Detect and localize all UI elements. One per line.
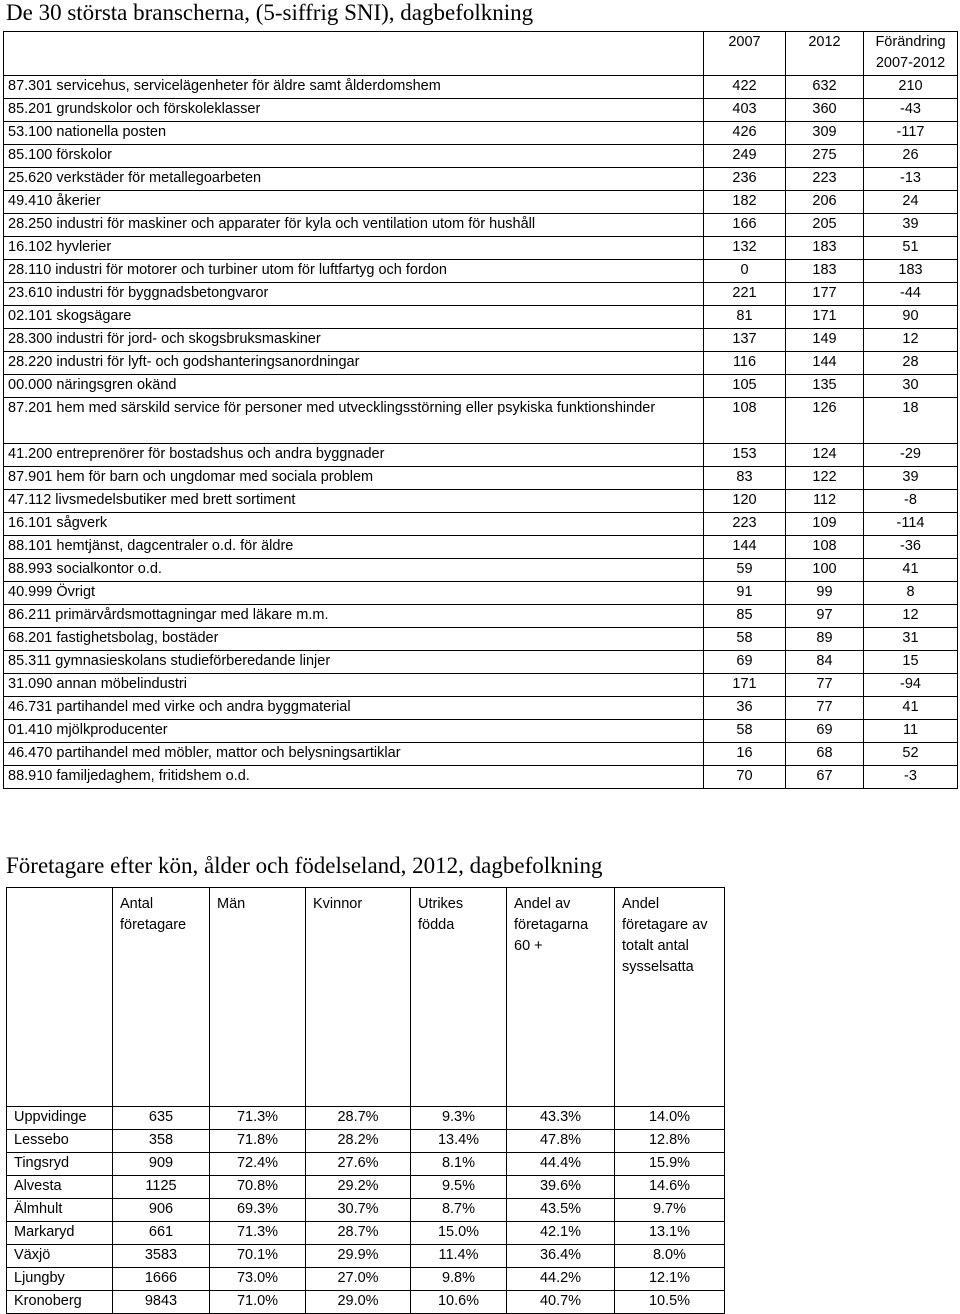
value-cell: 41 [864, 559, 958, 582]
value-cell: 28.7% [306, 1222, 411, 1245]
table-header-row [7, 888, 725, 1107]
value-cell: 28 [864, 352, 958, 375]
value-cell: 426 [704, 122, 786, 145]
value-cell: 24 [864, 191, 958, 214]
value-cell: 97 [786, 605, 864, 628]
value-cell: 12.1% [615, 1268, 725, 1291]
industry-cell: 28.110 industri för motorer och turbiner utom för luftfartyg och fordon [4, 260, 704, 283]
value-cell: 105 [704, 375, 786, 398]
value-cell: 144 [786, 352, 864, 375]
table-row [4, 145, 958, 168]
value-cell: 36 [704, 697, 786, 720]
value-cell: 309 [786, 122, 864, 145]
value-cell: 36.4% [507, 1245, 615, 1268]
value-cell: 8.0% [615, 1245, 725, 1268]
table-row [7, 1291, 725, 1314]
value-cell: 205 [786, 214, 864, 237]
value-cell: 275 [786, 145, 864, 168]
municipality-cell: Växjö [7, 1245, 113, 1268]
table-row [4, 628, 958, 651]
value-cell: 84 [786, 651, 864, 674]
value-cell: 210 [864, 76, 958, 99]
value-cell: 89 [786, 628, 864, 651]
table-row [4, 605, 958, 628]
value-cell: 9843 [113, 1291, 210, 1314]
industry-cell: 00.000 näringsgren okänd [4, 375, 704, 398]
industry-cell: 88.993 socialkontor o.d. [4, 559, 704, 582]
value-cell: 8 [864, 582, 958, 605]
value-cell: 3583 [113, 1245, 210, 1268]
value-cell: 403 [704, 99, 786, 122]
value-cell: 122 [786, 467, 864, 490]
industry-cell: 49.410 åkerier [4, 191, 704, 214]
value-cell: 58 [704, 628, 786, 651]
table-row [4, 444, 958, 467]
value-cell: 29.2% [306, 1176, 411, 1199]
value-cell: 906 [113, 1199, 210, 1222]
value-cell: 909 [113, 1153, 210, 1176]
value-cell: 77 [786, 674, 864, 697]
value-cell: 108 [704, 398, 786, 444]
value-cell: 223 [704, 513, 786, 536]
column-header: Antal företagare [113, 888, 210, 1107]
table-row [4, 191, 958, 214]
value-cell: 358 [113, 1130, 210, 1153]
table-row [4, 720, 958, 743]
value-cell: -36 [864, 536, 958, 559]
value-cell: 166 [704, 214, 786, 237]
column-header: 2012 [786, 32, 864, 76]
table-row [4, 398, 958, 444]
value-cell: 249 [704, 145, 786, 168]
table-row [4, 674, 958, 697]
municipality-cell: Lessebo [7, 1130, 113, 1153]
value-cell: 41 [864, 697, 958, 720]
table-row [7, 1245, 725, 1268]
industry-cell: 25.620 verkstäder för metallegoarbeten [4, 168, 704, 191]
table-row [4, 122, 958, 145]
value-cell: 30 [864, 375, 958, 398]
value-cell: 183 [786, 260, 864, 283]
column-header: Män [210, 888, 306, 1107]
value-cell: 58 [704, 720, 786, 743]
value-cell: 15 [864, 651, 958, 674]
industry-cell: 68.201 fastighetsbolag, bostäder [4, 628, 704, 651]
value-cell: 18 [864, 398, 958, 444]
industry-cell: 16.101 sågverk [4, 513, 704, 536]
value-cell: 40.7% [507, 1291, 615, 1314]
table-row [4, 766, 958, 789]
value-cell: 135 [786, 375, 864, 398]
column-header: Utrikes födda [411, 888, 507, 1107]
industry-cell: 87.901 hem för barn och ungdomar med sociala problem [4, 467, 704, 490]
value-cell: 8.1% [411, 1153, 507, 1176]
value-cell: 9.3% [411, 1107, 507, 1130]
table-row [7, 1130, 725, 1153]
municipality-cell: Älmhult [7, 1199, 113, 1222]
municipality-cell: Kronoberg [7, 1291, 113, 1314]
value-cell: 171 [786, 306, 864, 329]
municipality-cell: Uppvidinge [7, 1107, 113, 1130]
value-cell: 69 [786, 720, 864, 743]
column-header: Andel företagare av totalt antal sysselsatta [615, 888, 725, 1107]
value-cell: 70 [704, 766, 786, 789]
value-cell: 42.1% [507, 1222, 615, 1245]
value-cell: 144 [704, 536, 786, 559]
column-header: Andel av företagarna 60 + [507, 888, 615, 1107]
value-cell: 153 [704, 444, 786, 467]
industry-cell: 40.999 Övrigt [4, 582, 704, 605]
value-cell: -3 [864, 766, 958, 789]
table-row [4, 375, 958, 398]
table-row [7, 1199, 725, 1222]
value-cell: 112 [786, 490, 864, 513]
table-row [4, 559, 958, 582]
table-row [4, 582, 958, 605]
foretagare-table [6, 887, 725, 1314]
value-cell: 137 [704, 329, 786, 352]
value-cell: 81 [704, 306, 786, 329]
value-cell: 177 [786, 283, 864, 306]
value-cell: 39 [864, 467, 958, 490]
table-row [4, 651, 958, 674]
value-cell: 124 [786, 444, 864, 467]
value-cell: 68 [786, 743, 864, 766]
industry-cell: 87.301 servicehus, servicelägenheter för äldre samt ålderdomshem [4, 76, 704, 99]
table-row [4, 99, 958, 122]
value-cell: -8 [864, 490, 958, 513]
value-cell: 12 [864, 605, 958, 628]
value-cell: 72.4% [210, 1153, 306, 1176]
value-cell: 39 [864, 214, 958, 237]
industry-cell: 46.470 partihandel med möbler, mattor och belysningsartiklar [4, 743, 704, 766]
column-header [4, 32, 704, 76]
value-cell: 29.0% [306, 1291, 411, 1314]
value-cell: 69 [704, 651, 786, 674]
value-cell: 70.8% [210, 1176, 306, 1199]
table-header-row [4, 32, 958, 76]
value-cell: 73.0% [210, 1268, 306, 1291]
table-row [7, 1176, 725, 1199]
industry-cell: 87.201 hem med särskild service för personer med utvecklingsstörning eller psykiska funktionshinder [4, 398, 704, 444]
value-cell: 71.3% [210, 1222, 306, 1245]
value-cell: 360 [786, 99, 864, 122]
value-cell: 236 [704, 168, 786, 191]
value-cell: 109 [786, 513, 864, 536]
value-cell: 422 [704, 76, 786, 99]
value-cell: -114 [864, 513, 958, 536]
value-cell: 27.0% [306, 1268, 411, 1291]
value-cell: 12 [864, 329, 958, 352]
industry-cell: 85.311 gymnasieskolans studieförberedande linjer [4, 651, 704, 674]
value-cell: 39.6% [507, 1176, 615, 1199]
industry-cell: 28.250 industri för maskiner och apparater för kyla och ventilation utom för hushåll [4, 214, 704, 237]
value-cell: 47.8% [507, 1130, 615, 1153]
value-cell: 12.8% [615, 1130, 725, 1153]
value-cell: 661 [113, 1222, 210, 1245]
value-cell: 28.2% [306, 1130, 411, 1153]
industry-cell: 85.100 förskolor [4, 145, 704, 168]
table-row [4, 168, 958, 191]
column-header: 2007 [704, 32, 786, 76]
page-title-branscher: De 30 största branscherna, (5-siffrig SNI), dagbefolkning [6, 0, 534, 25]
table-row [4, 237, 958, 260]
municipality-cell: Ljungby [7, 1268, 113, 1291]
value-cell: 13.1% [615, 1222, 725, 1245]
value-cell: 91 [704, 582, 786, 605]
value-cell: 0 [704, 260, 786, 283]
value-cell: 15.9% [615, 1153, 725, 1176]
value-cell: 149 [786, 329, 864, 352]
municipality-cell: Tingsryd [7, 1153, 113, 1176]
value-cell: 100 [786, 559, 864, 582]
value-cell: 30.7% [306, 1199, 411, 1222]
value-cell: 132 [704, 237, 786, 260]
branscher-table [3, 31, 958, 789]
value-cell: 183 [786, 237, 864, 260]
table-row [4, 283, 958, 306]
value-cell: 43.3% [507, 1107, 615, 1130]
value-cell: 183 [864, 260, 958, 283]
table-row [7, 1222, 725, 1245]
table-row [4, 352, 958, 375]
value-cell: -13 [864, 168, 958, 191]
value-cell: 67 [786, 766, 864, 789]
value-cell: 31 [864, 628, 958, 651]
industry-cell: 01.410 mjölkproducenter [4, 720, 704, 743]
value-cell: 9.7% [615, 1199, 725, 1222]
value-cell: 10.5% [615, 1291, 725, 1314]
value-cell: 14.6% [615, 1176, 725, 1199]
industry-cell: 16.102 hyvlerier [4, 237, 704, 260]
industry-cell: 46.731 partihandel med virke och andra byggmaterial [4, 697, 704, 720]
value-cell: 206 [786, 191, 864, 214]
industry-cell: 41.200 entreprenörer för bostadshus och andra byggnader [4, 444, 704, 467]
industry-cell: 85.201 grundskolor och förskoleklasser [4, 99, 704, 122]
value-cell: 182 [704, 191, 786, 214]
value-cell: 70.1% [210, 1245, 306, 1268]
value-cell: -44 [864, 283, 958, 306]
industry-cell: 28.300 industri för jord- och skogsbruksmaskiner [4, 329, 704, 352]
value-cell: 11.4% [411, 1245, 507, 1268]
value-cell: 29.9% [306, 1245, 411, 1268]
industry-cell: 47.112 livsmedelsbutiker med brett sortiment [4, 490, 704, 513]
industry-cell: 28.220 industri för lyft- och godshanteringsanordningar [4, 352, 704, 375]
table-row [7, 1107, 725, 1130]
value-cell: 126 [786, 398, 864, 444]
value-cell: 14.0% [615, 1107, 725, 1130]
table-row [4, 536, 958, 559]
table-row [4, 76, 958, 99]
value-cell: 71.0% [210, 1291, 306, 1314]
value-cell: 11 [864, 720, 958, 743]
value-cell: 85 [704, 605, 786, 628]
municipality-cell: Alvesta [7, 1176, 113, 1199]
value-cell: 8.7% [411, 1199, 507, 1222]
value-cell: 90 [864, 306, 958, 329]
industry-cell: 88.101 hemtjänst, dagcentraler o.d. för äldre [4, 536, 704, 559]
table-row [4, 490, 958, 513]
value-cell: 16 [704, 743, 786, 766]
value-cell: 10.6% [411, 1291, 507, 1314]
value-cell: 44.2% [507, 1268, 615, 1291]
table-row [4, 260, 958, 283]
value-cell: 71.3% [210, 1107, 306, 1130]
column-header: Kvinnor [306, 888, 411, 1107]
table-row [4, 743, 958, 766]
table-row [4, 329, 958, 352]
value-cell: 632 [786, 76, 864, 99]
industry-cell: 31.090 annan möbelindustri [4, 674, 704, 697]
value-cell: -94 [864, 674, 958, 697]
table-row [7, 1268, 725, 1291]
value-cell: -29 [864, 444, 958, 467]
table-row [7, 1153, 725, 1176]
value-cell: 13.4% [411, 1130, 507, 1153]
value-cell: 27.6% [306, 1153, 411, 1176]
value-cell: 99 [786, 582, 864, 605]
table-row [4, 467, 958, 490]
industry-cell: 86.211 primärvårdsmottagningar med läkare m.m. [4, 605, 704, 628]
table-row [4, 697, 958, 720]
value-cell: 108 [786, 536, 864, 559]
value-cell: 83 [704, 467, 786, 490]
value-cell: 1125 [113, 1176, 210, 1199]
value-cell: 71.8% [210, 1130, 306, 1153]
industry-cell: 88.910 familjedaghem, fritidshem o.d. [4, 766, 704, 789]
municipality-cell: Markaryd [7, 1222, 113, 1245]
value-cell: 635 [113, 1107, 210, 1130]
value-cell: 171 [704, 674, 786, 697]
column-header [7, 888, 113, 1107]
value-cell: -117 [864, 122, 958, 145]
value-cell: 221 [704, 283, 786, 306]
value-cell: 116 [704, 352, 786, 375]
value-cell: 77 [786, 697, 864, 720]
value-cell: 43.5% [507, 1199, 615, 1222]
value-cell: 15.0% [411, 1222, 507, 1245]
column-header: Förändring 2007-2012 [864, 32, 958, 76]
value-cell: 52 [864, 743, 958, 766]
value-cell: 1666 [113, 1268, 210, 1291]
value-cell: 120 [704, 490, 786, 513]
industry-cell: 53.100 nationella posten [4, 122, 704, 145]
value-cell: 51 [864, 237, 958, 260]
value-cell: 28.7% [306, 1107, 411, 1130]
value-cell: 223 [786, 168, 864, 191]
industry-cell: 02.101 skogsägare [4, 306, 704, 329]
value-cell: -43 [864, 99, 958, 122]
value-cell: 59 [704, 559, 786, 582]
table-row [4, 214, 958, 237]
value-cell: 69.3% [210, 1199, 306, 1222]
value-cell: 9.5% [411, 1176, 507, 1199]
section-title-foretagare: Företagare efter kön, ålder och födelseland, 2012, dagbefolkning [6, 853, 603, 878]
value-cell: 44.4% [507, 1153, 615, 1176]
value-cell: 9.8% [411, 1268, 507, 1291]
table-row [4, 306, 958, 329]
table-row [4, 513, 958, 536]
value-cell: 26 [864, 145, 958, 168]
industry-cell: 23.610 industri för byggnadsbetongvaror [4, 283, 704, 306]
